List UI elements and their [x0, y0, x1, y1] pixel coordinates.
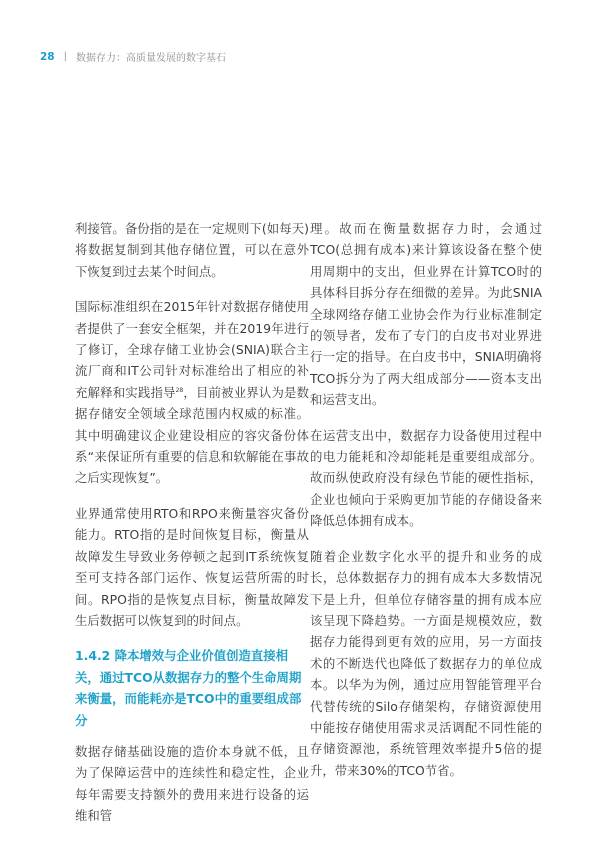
page-number: 28 — [40, 50, 55, 63]
header-separator: | — [63, 51, 67, 62]
body-paragraph — [75, 296, 309, 489]
body-paragraph: 理。故而在衡量数据存力时，会通过TCO(总拥有成本)来计算该设备在整个使用周期中的支出，但业界在计算TCO时的具体科目拆分存在细微的差异。为此SNIA全球网络存储工业协会作为行业标准制定的领导者，发布了专门的白皮书对业界进行一定的指导。在白皮书中，SNIA明确将TCO拆分为了两大组成部分——资本支出和运营支出。 — [310, 221, 542, 408]
left-column — [75, 218, 309, 841]
running-title: 数据存力：高质量发展的数字基石 — [76, 53, 226, 64]
right-column — [310, 218, 542, 795]
body-paragraph: 在运营支出中，数据存力设备使用过程中的电力能耗和冷却能耗是重要组成部分。故而纵使政府没有绿色节能的硬性指标，企业也倾向于采购更加节能的存储设备来降低总体拥有成本。 — [310, 427, 542, 529]
body-paragraph: 利接管。备份指的是在一定规则下(如每天)将数据复制到其他存储位置，可以在意外下恢复到过去某个时间点。 — [75, 221, 309, 279]
running-header — [40, 49, 226, 64]
section-subheading: 1.4.2 降本增效与企业价值创造直接相关，通过TCO从数据存力的整个生命周期来衡量，而能耗亦是TCO中的重要组成部分 — [75, 648, 302, 728]
body-paragraph: 业界通常使用RTO和RPO来衡量容灾备份能力。RTO指的是时间恢复目标，衡量从故障发生导致业务停顿之起到IT系统恢复至可支持各部门运作、恢复运营所需的时间。RPO指的是恢复点目标，衡量故障发生后数据可以恢复到的时间点。 — [75, 505, 309, 628]
text-run: 国际标准组织在2015年针对数据存储使用者提供了一套安全框架，并在2019年进行了修订，全球存储工业协会(SNIA)联合主流厂商和IT公司针对标准给出了相应的补充解释和实践指导 — [75, 299, 309, 400]
footnote-reference: 28 — [175, 386, 184, 394]
text-run: ，目前被业界认为是数据存储安全领域全球范围内权威的标准。其中明确建议企业建设相应的容灾备份体系“来保证所有重要的信息和软解能在事故之后实现恢复”。 — [75, 384, 310, 486]
body-paragraph: 数据存储基础设施的造价本身就不低，且为了保障运营中的连续性和稳定性，企业每年需要支持额外的费用来进行设备的运维和管 — [75, 743, 309, 824]
body-paragraph: 随着企业数字化水平的提升和业务的成长，总体数据存力的拥有成本大多数情况下是上升，但单位存储容量的拥有成本应该呈现下降趋势。一方面是规模效应，数据存力能得到更有效的应用，另一方面技术的不断迭代也降低了数据存力的单位成本。以华为为例，通过应用智能管理平台代替传统的Silo存储架构，存储资源使用中能按存储使用需求灵活调配不同性能的存储资源池，系统管理效率提升5倍的提升，带来30%的TCO节省。 — [310, 548, 542, 778]
